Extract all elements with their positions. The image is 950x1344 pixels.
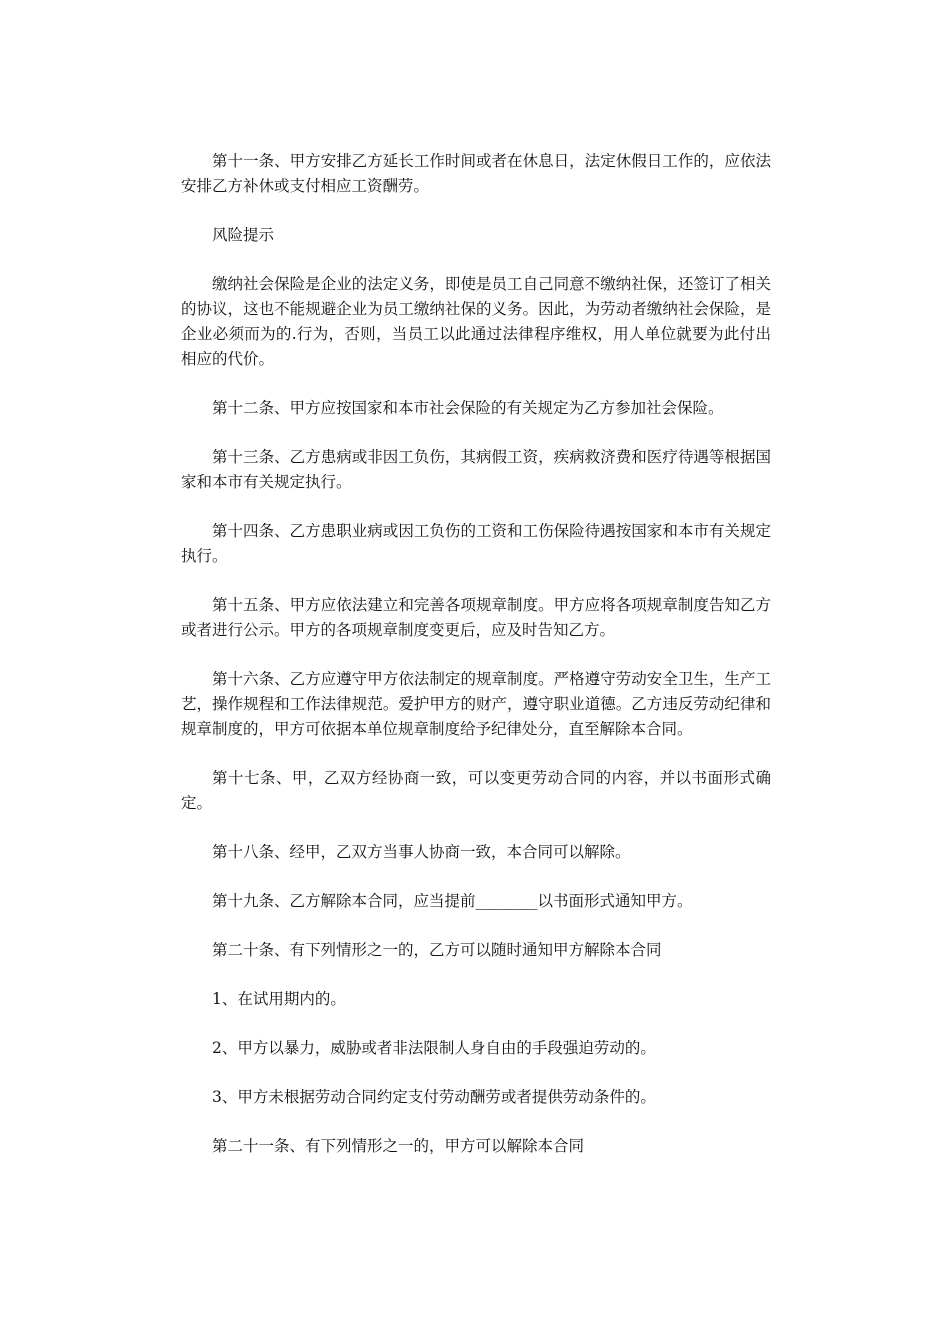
risk-notice-text: 缴纳社会保险是企业的法定义务，即使是员工自己同意不缴纳社保，还签订了相关的协议，这也不能规避企业为员工缴纳社保的义务。因此，为劳动者缴纳社会保险，是企业必须而为的.行为，否则，当员工以此通过法律程序维权，用人单位就要为此付出相应的代价。: [181, 275, 771, 368]
article-20-item-1: 1、在试用期内的。: [212, 990, 346, 1008]
document-body: [181, 149, 771, 1183]
article-21: 第二十一条、有下列情形之一的，甲方可以解除本合同: [212, 1137, 585, 1155]
article-20: 第二十条、有下列情形之一的，乙方可以随时通知甲方解除本合同: [212, 941, 662, 959]
article-17: 第十七条、甲，乙双方经协商一致，可以变更劳动合同的内容，并以书面形式确定。: [181, 769, 771, 812]
article-14: 第十四条、乙方患职业病或因工负伤的工资和工伤保险待遇按国家和本市有关规定执行。: [181, 522, 771, 565]
article-18: 第十八条、经甲，乙双方当事人协商一致，本合同可以解除。: [212, 843, 631, 861]
article-19: 第十九条、乙方解除本合同，应当提前________以书面形式通知甲方。: [212, 892, 693, 910]
article-11: 第十一条、甲方安排乙方延长工作时间或者在休息日，法定休假日工作的，应依法安排乙方补休或支付相应工资酬劳。: [181, 152, 771, 195]
article-13: 第十三条、乙方患病或非因工负伤，其病假工资，疾病救济费和医疗待遇等根据国家和本市有关规定执行。: [181, 448, 771, 491]
risk-notice-heading: 风险提示: [212, 226, 275, 244]
article-15: 第十五条、甲方应依法建立和完善各项规章制度。甲方应将各项规章制度告知乙方或者进行公示。甲方的各项规章制度变更后，应及时告知乙方。: [181, 596, 771, 639]
article-20-item-3: 3、甲方未根据劳动合同约定支付劳动酬劳或者提供劳动条件的。: [212, 1088, 656, 1106]
article-20-item-2: 2、甲方以暴力，威胁或者非法限制人身自由的手段强迫劳动的。: [212, 1039, 656, 1057]
article-12: 第十二条、甲方应按国家和本市社会保险的有关规定为乙方参加社会保险。: [212, 399, 724, 417]
article-16: 第十六条、乙方应遵守甲方依法制定的规章制度。严格遵守劳动安全卫生，生产工艺，操作规程和工作法律规范。爱护甲方的财产，遵守职业道德。乙方违反劳动纪律和规章制度的，甲方可依据本单位规章制度给予纪律处分，直至解除本合同。: [181, 670, 771, 738]
